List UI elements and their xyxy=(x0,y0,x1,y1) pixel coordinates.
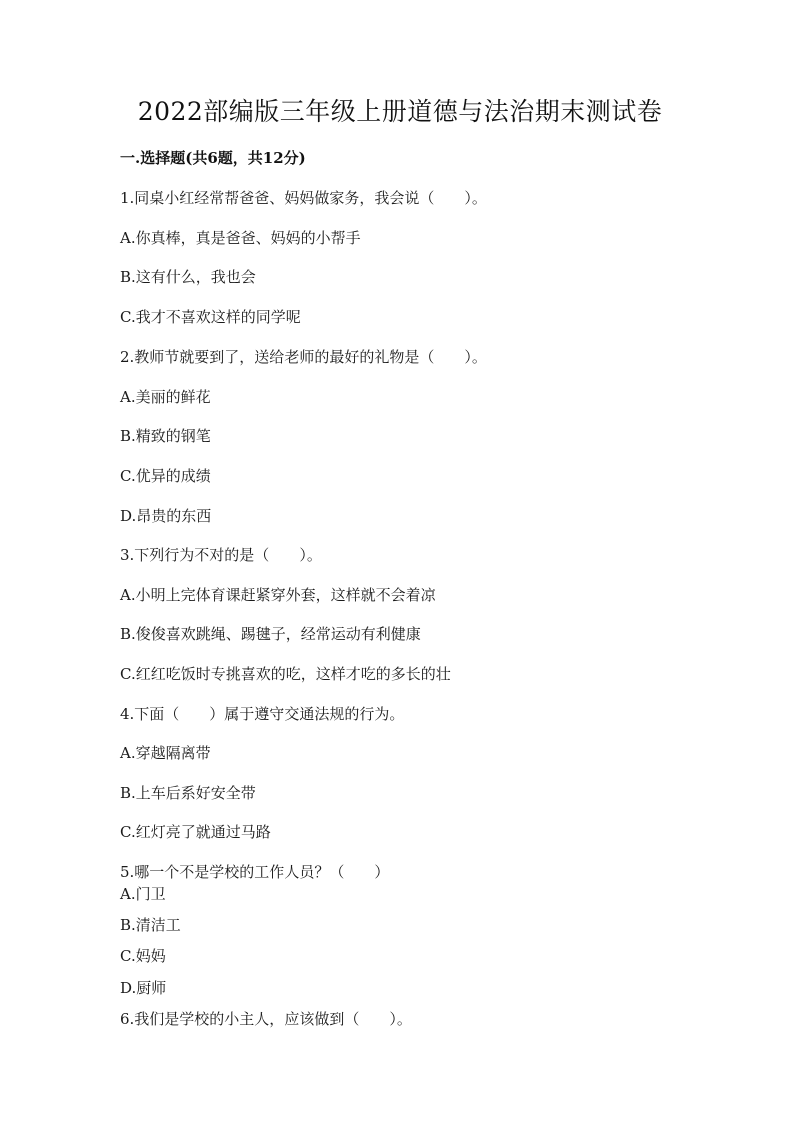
question-5-option-d: D.厨师 xyxy=(120,979,167,997)
question-2-option-d: D.昂贵的东西 xyxy=(120,507,212,525)
question-4-stem: 4.下面（ ）属于遵守交通法规的行为。 xyxy=(120,705,405,723)
question-3-option-a: A.小明上完体育课赶紧穿外套，这样就不会着凉 xyxy=(120,586,436,604)
question-1-option-a: A.你真棒，真是爸爸、妈妈的小帮手 xyxy=(120,229,361,247)
question-3-option-b: B.俊俊喜欢跳绳、踢毽子，经常运动有利健康 xyxy=(120,625,421,643)
question-5-option-c: C.妈妈 xyxy=(120,947,166,965)
question-2-option-b: B.精致的钢笔 xyxy=(120,427,211,445)
question-2-option-c: C.优异的成绩 xyxy=(120,467,211,485)
question-5-option-b: B.清洁工 xyxy=(120,916,181,934)
question-4-option-c: C.红灯亮了就通过马路 xyxy=(120,823,271,841)
question-5-stem: 5.哪一个不是学校的工作人员？（ ） xyxy=(120,863,390,881)
question-2-option-a: A.美丽的鲜花 xyxy=(120,388,211,406)
question-1-option-b: B.这有什么，我也会 xyxy=(120,268,256,286)
question-3-stem: 3.下列行为不对的是（ ）。 xyxy=(120,546,322,564)
question-1-stem: 1.同桌小红经常帮爸爸、妈妈做家务，我会说（ ）。 xyxy=(120,189,487,207)
question-5-option-a: A.门卫 xyxy=(120,885,166,903)
question-6-stem: 6.我们是学校的小主人，应该做到（ ）。 xyxy=(120,1010,412,1028)
section-heading: 一.选择题(共6题，共12分) xyxy=(120,149,306,167)
question-1-option-c: C.我才不喜欢这样的同学呢 xyxy=(120,308,301,326)
question-4-option-b: B.上车后系好安全带 xyxy=(120,784,256,802)
question-3-option-c: C.红红吃饭时专挑喜欢的吃，这样才吃的多长的壮 xyxy=(120,665,451,683)
question-4-option-a: A.穿越隔离带 xyxy=(120,744,211,762)
question-2-stem: 2.教师节就要到了，送给老师的最好的礼物是（ ）。 xyxy=(120,348,487,366)
page-title: 2022部编版三年级上册道德与法治期末测试卷 xyxy=(137,97,663,126)
